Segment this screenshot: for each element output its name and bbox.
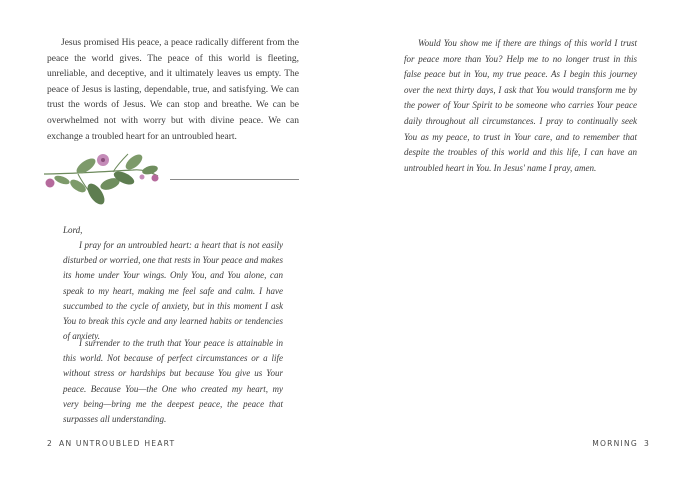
prayer-paragraph: I pray for an untroubled heart: a heart that is not easily disturbed or worried, one that rests in Your peace and makes its home under Your wings. Only You, and You alone, can speak to my heart, making me feel safe and calm. I have succumbed to the cycle of anxiety, but in this moment I ask You to break this cycle and any learned habits or tendencies of anxiety. xyxy=(63,240,283,342)
page-number: 3 xyxy=(643,439,650,448)
ornament-divider-line xyxy=(170,179,299,180)
running-head: AN UNTROUBLED HEART xyxy=(59,439,176,448)
devotional-body-text: Jesus promised His peace, a peace radically different from the peace the world gives. The peace of this world is fleeting, unreliable, and deceptive, and it ultimately leaves us empty. The peace of Jesus is lasting, dependable, true, and satisfying. We can trust the words of Jesus. We can stop and breathe. We can be overwhelmed not with worry but with divine peace. We can exchange a troubled heart for an untroubled heart. xyxy=(47,38,299,142)
right-page xyxy=(350,0,700,477)
prayer-continuation: Would You show me if there are things of this world I trust for peace more than You? Help me to no longer trust in this false peace but in You, my true peace. As I begin this journey over the next thirty days, I ask that You would transform me by the power of Your Spirit to be someone who carries Your peace daily throughout all circumstances. I pray to continually seek You as my peace, to trust in Your care, and to remember that despite the troubles of this world and this life, I can have an untroubled heart in You. In Jesus' name I pray, amen. xyxy=(404,38,637,173)
prayer-salutation: Lord, xyxy=(63,225,83,235)
running-head: MORNING xyxy=(592,439,638,448)
prayer-paragraph: I surrender to the truth that Your peace is attainable in this world. Not because of perfect circumstances or a life without stress or hardships but because You give us Your peace. Because You—the One who created my heart, my very being—bring me the deepest peace, the peace that surpasses all understanding. xyxy=(63,338,283,425)
right-page-footer xyxy=(592,439,650,448)
floral-sprig-icon xyxy=(38,150,163,216)
page-number: 2 xyxy=(47,439,54,448)
left-page-footer xyxy=(47,439,175,448)
